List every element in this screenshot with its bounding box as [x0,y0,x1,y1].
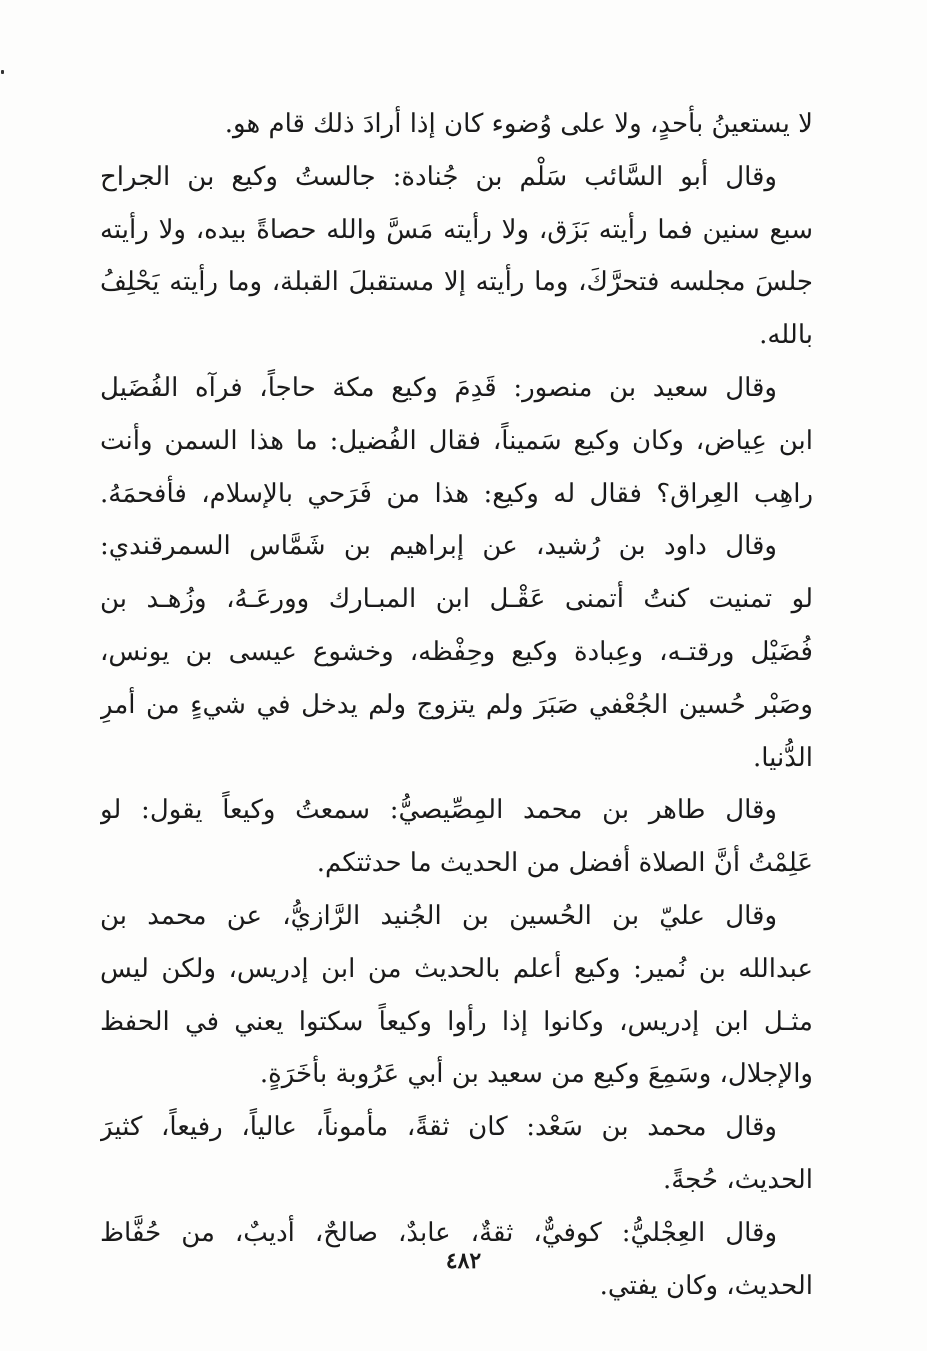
text-line: لا يستعينُ بأحدٍ، ولا على وُضوء كان إذا أرادَ ذلك قام هو. [224,109,813,139]
text-line: ابن عِياض، وكان وكيع سَميناً، فقال الفُضيل: ما هذا السمن وأنت [100,425,813,456]
margin-mark [1,70,4,74]
text-line: سبع سنين فما رأيته بَزَق، ولا رأيته مَسَّ والله حصاةً بيده، ولا رأيته [100,214,813,245]
text-line: بالله. [759,320,813,351]
text-line: الحديث، وكان يفتي. [599,1270,813,1301]
text-line: مثـل ابن إدريس، وكانوا إذا رأوا وكيعاً سكتوا يعني في الحفظ [100,1006,813,1037]
text-line: والإجلال، وسَمِعَ وكيع من سعيد بن أبي عَرُوبة بأخَرَةٍ. [259,1059,813,1090]
page-number: ٤٨٢ [445,1248,482,1274]
text-line: وقال داود بن رُشيد، عن إبراهيم بن شَمَّاس السمرقندي: [100,531,777,562]
text-line: وقال أبو السَّائب سَلْم بن جُنادة: جالستُ وكيع بن الجراح [100,161,777,192]
text-line: وقال عليّ بن الحُسين بن الجُنيد الرَّازيُّ، عن محمد بن [100,900,777,931]
text-line: وقال طاهر بن محمد المِصِّيصيُّ: سمعتُ وكيعاً يقول: لو [100,795,777,826]
text-line: فُضَيْل ورقتـه، وعِبادة وكيع وحِفْظه، وخشوع عيسى بن يونس، [100,636,813,667]
text-line: الدُّنيا. [752,742,813,773]
text-line: وصَبْر حُسين الجُعْفي صَبَرَ ولم يتزوج ولم يدخل في شيءٍ من أمرِ [100,689,813,720]
text-line: عبدالله بن نُمير: وكيع أعلم بالحديث من ابن إدريس، ولكن ليس [100,953,813,984]
text-line: وقال محمد بن سَعْد: كان ثقةً، مأموناً، عالياً، رفيعاً، كثيرَ [100,1112,777,1143]
text-line: الحديث، حُجةً. [662,1164,813,1195]
text-line: جلسَ مجلسه فتحرَّكَ، وما رأيته إلا مستقبلَ القبلة، وما رأيته يَحْلِفُ [100,267,813,298]
text-line: راهِب العِراق؟ فقال له وكيع: هذا من فَرَحي بالإسلام، فأفحمَهُ. [100,478,813,509]
body-text [100,98,813,1312]
text-line: وقال سعيد بن منصور: قَدِمَ وكيع مكة حاجاً، فرآه الفُضَيل [100,372,777,403]
text-line: عَلِمْتُ أنَّ الصلاة أفضل من الحديث ما حدثتكم. [316,848,813,879]
text-line: وقال العِجْليُّ: كوفيٌّ، ثقةٌ، عابدٌ، صالحٌ، أديبٌ، من حُفَّاظ [100,1217,777,1248]
text-line: لو تمنيت كنتُ أتمنى عَقْـل ابن المبـارك وورعَـهُ، وزُهـد بن [100,584,813,615]
